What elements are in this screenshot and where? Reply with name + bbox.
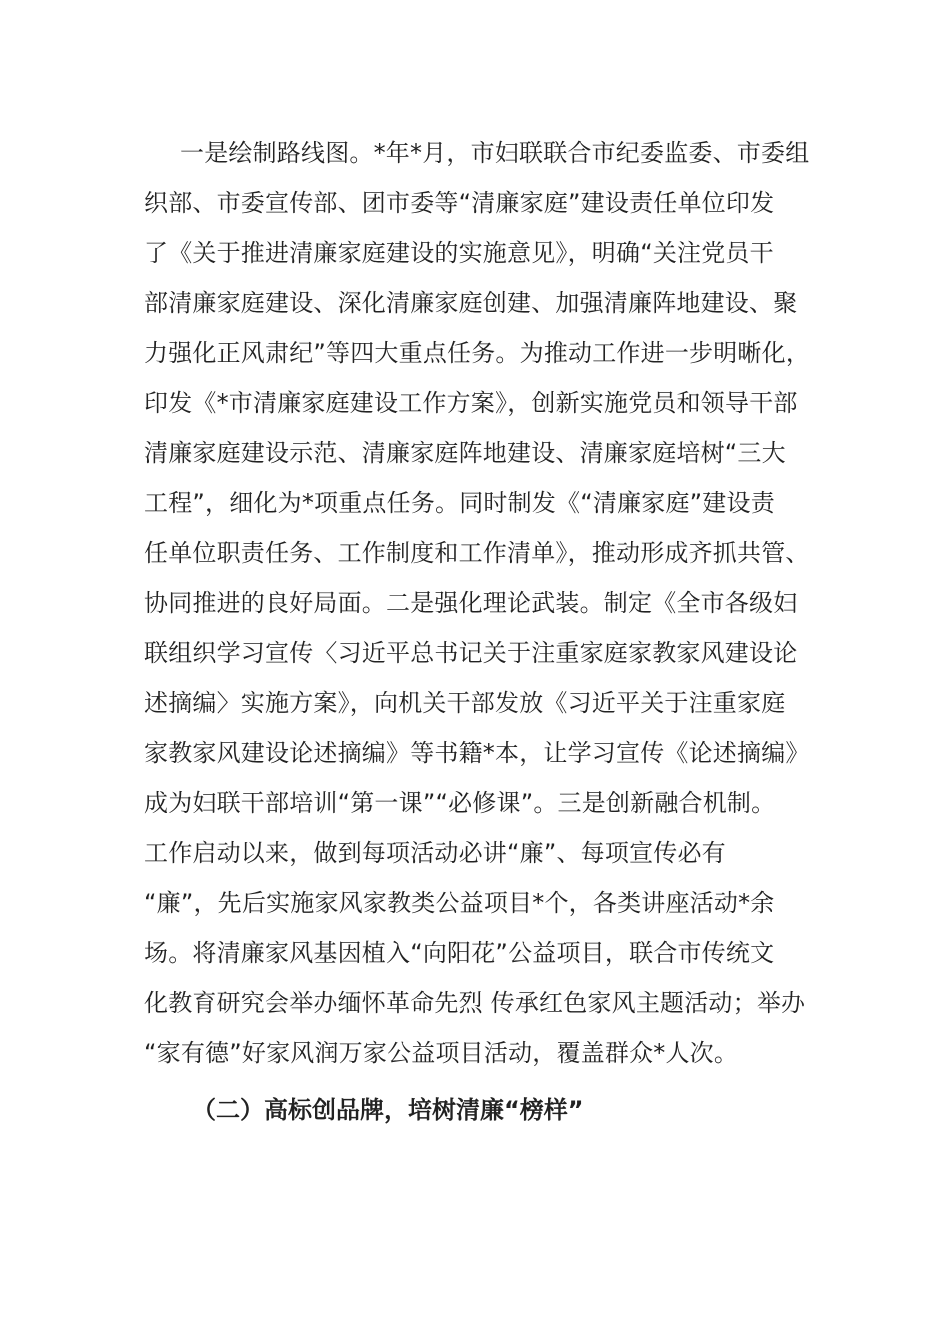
- paragraph-line: 家教家风建设论述摘编》等书籍*本，让学习宣传《论述摘编》: [144, 739, 810, 767]
- paragraph-line: 清廉家庭建设示范、清廉家庭阵地建设、清廉家庭培树“三大: [144, 439, 786, 467]
- paragraph-line: 化教育研究会举办缅怀革命先烈 传承红色家风主题活动；举办: [144, 989, 806, 1017]
- paragraph-line: 工程”，细化为*项重点任务。同时制发《“清廉家庭”建设责: [144, 489, 775, 517]
- paragraph-line: 成为妇联干部培训“第一课”“必修课”。三是创新融合机制。: [144, 789, 776, 817]
- paragraph-line: 了《关于推进清廉家庭建设的实施意见》，明确“关注党员干: [144, 239, 774, 267]
- paragraph-line: 力强化正风肃纪”等四大重点任务。为推动工作进一步明晰化，: [144, 339, 811, 367]
- paragraph-line: 部清廉家庭建设、深化清廉家庭创建、加强清廉阵地建设、聚: [144, 289, 798, 317]
- paragraph-line: 一是绘制路线图。*年*月，市妇联联合市纪委监委、市委组: [180, 139, 810, 167]
- paragraph-line: 织部、市委宣传部、团市委等“清廉家庭”建设责任单位印发: [144, 189, 775, 217]
- paragraph-line: 协同推进的良好局面。二是强化理论武装。制定《全市各级妇: [144, 589, 798, 617]
- paragraph-line: “廉”，先后实施家风家教类公益项目*个，各类讲座活动*余: [144, 889, 775, 917]
- paragraph-line: 任单位职责任务、工作制度和工作清单》，推动形成齐抓共管、: [144, 539, 810, 567]
- paragraph-line: 述摘编〉实施方案》，向机关干部发放《习近平关于注重家庭: [144, 689, 786, 717]
- paragraph-line: 联组织学习宣传〈习近平总书记关于注重家庭家教家风建设论: [144, 639, 798, 667]
- paragraph-line: 工作启动以来，做到每项活动必讲“廉”、每项宣传必有: [144, 839, 726, 867]
- section-heading: （二）高标创品牌，培树清廉“榜样”: [192, 1096, 584, 1124]
- paragraph-line: 场。将清廉家风基因植入“向阳花”公益项目，联合市传统文: [144, 939, 775, 967]
- paragraph-line: “家有德”好家风润万家公益项目活动，覆盖群众*人次。: [144, 1039, 739, 1067]
- paragraph-line: 印发《*市清廉家庭建设工作方案》，创新实施党员和领导干部: [144, 389, 798, 417]
- body-paragraph: [144, 128, 834, 1078]
